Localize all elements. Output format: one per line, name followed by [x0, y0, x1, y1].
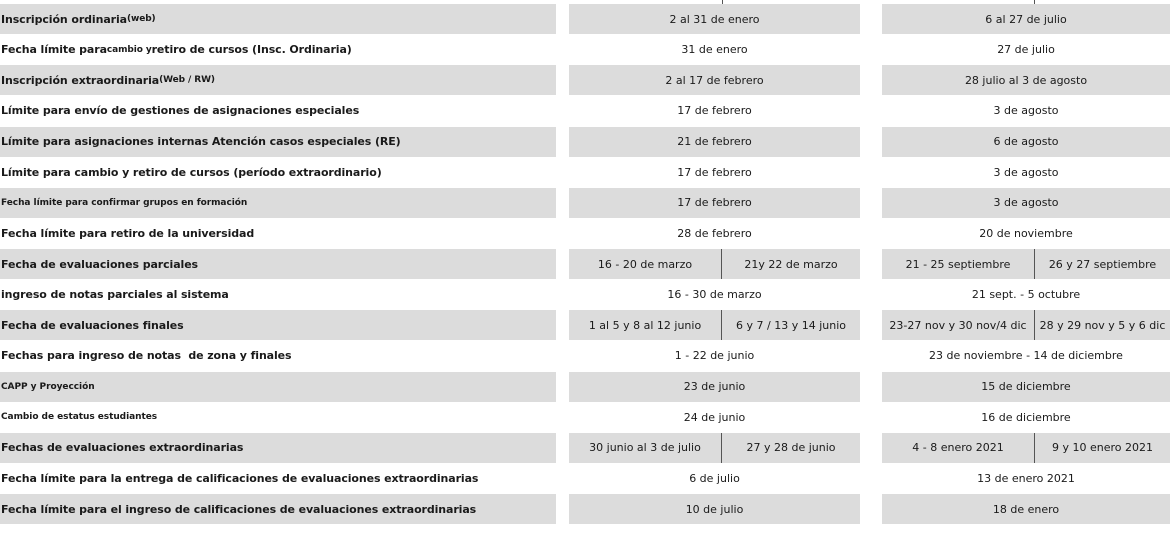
row-label: Fechas para ingreso de notas de zona y finales — [1, 349, 292, 363]
semester-2-date-a: 23-27 nov y 30 nov/4 dic — [882, 310, 1035, 340]
semester-1-date: 1 - 22 de junio — [674, 349, 755, 363]
semester-2-date: 3 de agosto — [993, 104, 1059, 118]
row-label: ingreso de notas parciales al sistema — [1, 288, 229, 302]
semester-1-date: 17 de febrero — [677, 104, 752, 118]
semester-2-date: 15 de diciembre — [882, 372, 1170, 402]
table-row — [0, 188, 1170, 219]
semester-2-date: 3 de agosto — [993, 165, 1059, 179]
table-row — [0, 310, 1170, 341]
semester-1-date: 17 de febrero — [677, 165, 752, 179]
semester-2-date: 6 al 27 de julio — [882, 4, 1170, 34]
row-label: Límite para cambio y retiro de cursos (período extraordinario) — [1, 165, 382, 179]
semester-2-date: 28 julio al 3 de agosto — [882, 65, 1170, 95]
semester-1-date: 6 de julio — [689, 471, 740, 485]
semester-2-split-cell — [882, 249, 1170, 279]
semester-2-date: 20 de noviembre — [979, 226, 1073, 240]
semester-1-date: 17 de febrero — [569, 188, 860, 218]
table-row — [0, 4, 1170, 35]
row-label: CAPP y Proyección — [0, 372, 556, 402]
semester-2-date: 23 de noviembre - 14 de diciembre — [929, 349, 1123, 363]
semester-1-date-a: 30 junio al 3 de julio — [569, 433, 722, 463]
semester-1-split-cell — [569, 433, 860, 463]
row-label: Fecha límite para el ingreso de calificaciones de evaluaciones extraordinarias — [0, 494, 556, 524]
table-row — [0, 494, 1170, 525]
semester-2-split-cell — [882, 310, 1170, 340]
semester-1-date: 16 - 30 de marzo — [667, 288, 762, 302]
table-row — [0, 280, 1170, 311]
semester-2-date: 27 de julio — [997, 43, 1055, 57]
table-row — [0, 249, 1170, 280]
table-row — [0, 35, 1170, 66]
table-row — [0, 372, 1170, 403]
table-row — [0, 127, 1170, 158]
semester-2-date: 6 de agosto — [882, 127, 1170, 157]
table-row — [0, 341, 1170, 372]
semester-2-date: 16 de diciembre — [981, 410, 1071, 424]
table-row — [0, 218, 1170, 249]
semester-1-date: 28 de febrero — [677, 226, 752, 240]
semester-2-date: 18 de enero — [882, 494, 1170, 524]
semester-1-date-b: 6 y 7 / 13 y 14 junio — [722, 310, 860, 340]
table-row — [0, 433, 1170, 464]
semester-1-date: 24 de junio — [683, 410, 746, 424]
semester-1-date: 31 de enero — [681, 43, 748, 57]
table-row — [0, 463, 1170, 494]
row-label: Fecha de evaluaciones finales — [0, 310, 556, 340]
row-label: Límite para envío de gestiones de asignaciones especiales — [1, 104, 360, 118]
table-row — [0, 96, 1170, 127]
semester-2-date: 21 sept. - 5 octubre — [971, 288, 1081, 302]
semester-2-date: 13 de enero 2021 — [977, 471, 1075, 485]
row-label: Fecha límite para retiro de la universidad — [1, 226, 255, 240]
semester-2-split-cell — [882, 433, 1170, 463]
academic-calendar-table — [0, 4, 1170, 525]
semester-1-date-a: 1 al 5 y 8 al 12 junio — [569, 310, 722, 340]
table-row — [0, 65, 1170, 96]
row-label: Fecha de evaluaciones parciales — [0, 249, 556, 279]
semester-1-date: 2 al 17 de febrero — [569, 65, 860, 95]
semester-1-date: 21 de febrero — [569, 127, 860, 157]
semester-1-split-cell — [569, 249, 860, 279]
table-row — [0, 157, 1170, 188]
row-label: Inscripción ordinaria (web) — [0, 4, 556, 34]
semester-2-date-b: 28 y 29 nov y 5 y 6 dic — [1035, 310, 1170, 340]
semester-2-date-a: 4 - 8 enero 2021 — [882, 433, 1035, 463]
semester-1-date: 2 al 31 de enero — [569, 4, 860, 34]
table-row — [0, 402, 1170, 433]
semester-1-date: 10 de julio — [569, 494, 860, 524]
row-label: Fecha límite para confirmar grupos en formación — [0, 188, 556, 218]
semester-1-date-a: 16 - 20 de marzo — [569, 249, 722, 279]
semester-1-split-cell — [569, 310, 860, 340]
semester-1-date-b: 21y 22 de marzo — [722, 249, 860, 279]
row-label: Cambio de estatus estudiantes — [1, 412, 158, 423]
semester-2-date-a: 21 - 25 septiembre — [882, 249, 1035, 279]
semester-2-date: 3 de agosto — [882, 188, 1170, 218]
row-label: Fechas de evaluaciones extraordinarias — [0, 433, 556, 463]
semester-1-date-b: 27 y 28 de junio — [722, 433, 860, 463]
semester-2-date-b: 26 y 27 septiembre — [1035, 249, 1170, 279]
semester-1-date: 23 de junio — [569, 372, 860, 402]
semester-2-date-b: 9 y 10 enero 2021 — [1035, 433, 1170, 463]
row-label: Límite para asignaciones internas Atención casos especiales (RE) — [0, 127, 556, 157]
row-label: Fecha límite para cambio y retiro de cursos (Insc. Ordinaria) — [1, 43, 352, 57]
row-label: Fecha límite para la entrega de calificaciones de evaluaciones extraordinarias — [1, 471, 479, 485]
row-label: Inscripción extraordinaria (Web / RW) — [0, 65, 556, 95]
